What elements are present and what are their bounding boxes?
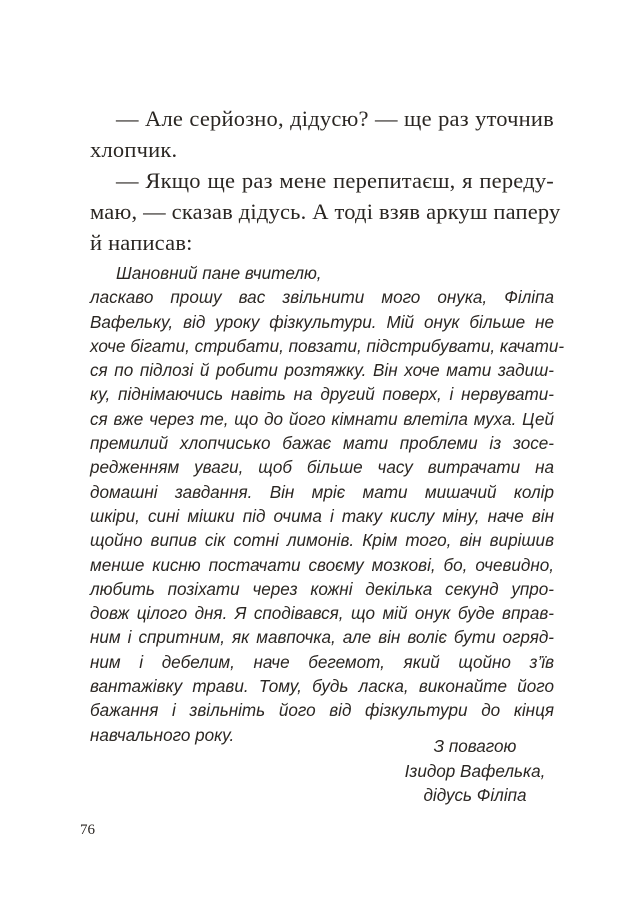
letter-line: любить позіхати через кожні декілька секунд упро-: [90, 579, 554, 599]
letter-line: щойно випив сік сотні лимонів. Крім того, він вирішив: [90, 531, 554, 551]
letter-signature: [360, 735, 590, 809]
letter-line: менше кисню постачати своєму мозкові, бо, очевидно,: [90, 555, 554, 575]
letter-line: ся вже через те, що до його кімнати влетіла муха. Цей: [90, 409, 554, 429]
letter-salutation: Шановний пане вчителю,: [116, 264, 322, 283]
letter-line: ку, піднімаючись навіть на другий поверх, і нервувати-: [90, 385, 554, 405]
letter-line: Вафельку, від уроку фізкультури. Мій онук більше не: [90, 312, 554, 332]
letter-line: хоче бігати, стрибати, повзати, підстрибувати, качати-: [90, 336, 565, 356]
letter-line: редженням уваги, щоб більше часу витрачати на: [90, 458, 554, 478]
letter-line: ласкаво прошу вас звільнити мого онука, Філіпа: [90, 288, 554, 308]
dialogue-line: хлопчик.: [90, 137, 178, 162]
letter-line: довж цілого дня. Я сподівався, що мій онук буде вправ-: [90, 604, 554, 624]
letter-line: шкіри, сині мішки під очима і таку кислу міну, наче він: [90, 506, 554, 526]
dialogue-line: маю, — сказав дідусь. А тоді взяв аркуш паперу: [90, 199, 561, 224]
letter-line: домашні завдання. Він мріє мати мишачий колір: [90, 482, 554, 502]
signature-relation: дідусь Філіпа: [423, 786, 527, 805]
letter-line: ся по підлозі й робити розтяжку. Він хоче мати задиш-: [90, 361, 554, 381]
dialogue-line: — Якщо ще раз мене перепитаєш, я переду-: [116, 168, 554, 193]
signature-name: Ізидор Вафелька,: [404, 761, 546, 781]
page-number: 76: [80, 822, 95, 838]
signature-closing: З повагою: [433, 737, 517, 756]
dialogue-text: [90, 103, 561, 258]
letter-line: навчального року.: [90, 725, 235, 745]
letter-line: вантажівку трави. Тому, будь ласка, виконайте його: [90, 677, 554, 697]
letter-line: ним і спритним, як мавпочка, але він воліє бути огряд-: [90, 628, 554, 648]
letter-line: бажання і звільніть його від фізкультури до кінця: [90, 701, 554, 721]
letter-text: [90, 262, 565, 748]
letter-line: премилий хлопчисько бажає мати проблеми із зосе-: [90, 434, 554, 454]
letter-line: ним і дебелим, наче бегемот, який щойно з’їв: [90, 652, 554, 672]
dialogue-line: й написав:: [90, 230, 193, 255]
dialogue-line: — Але серйозно, дідусю? — ще раз уточнив: [116, 106, 554, 131]
